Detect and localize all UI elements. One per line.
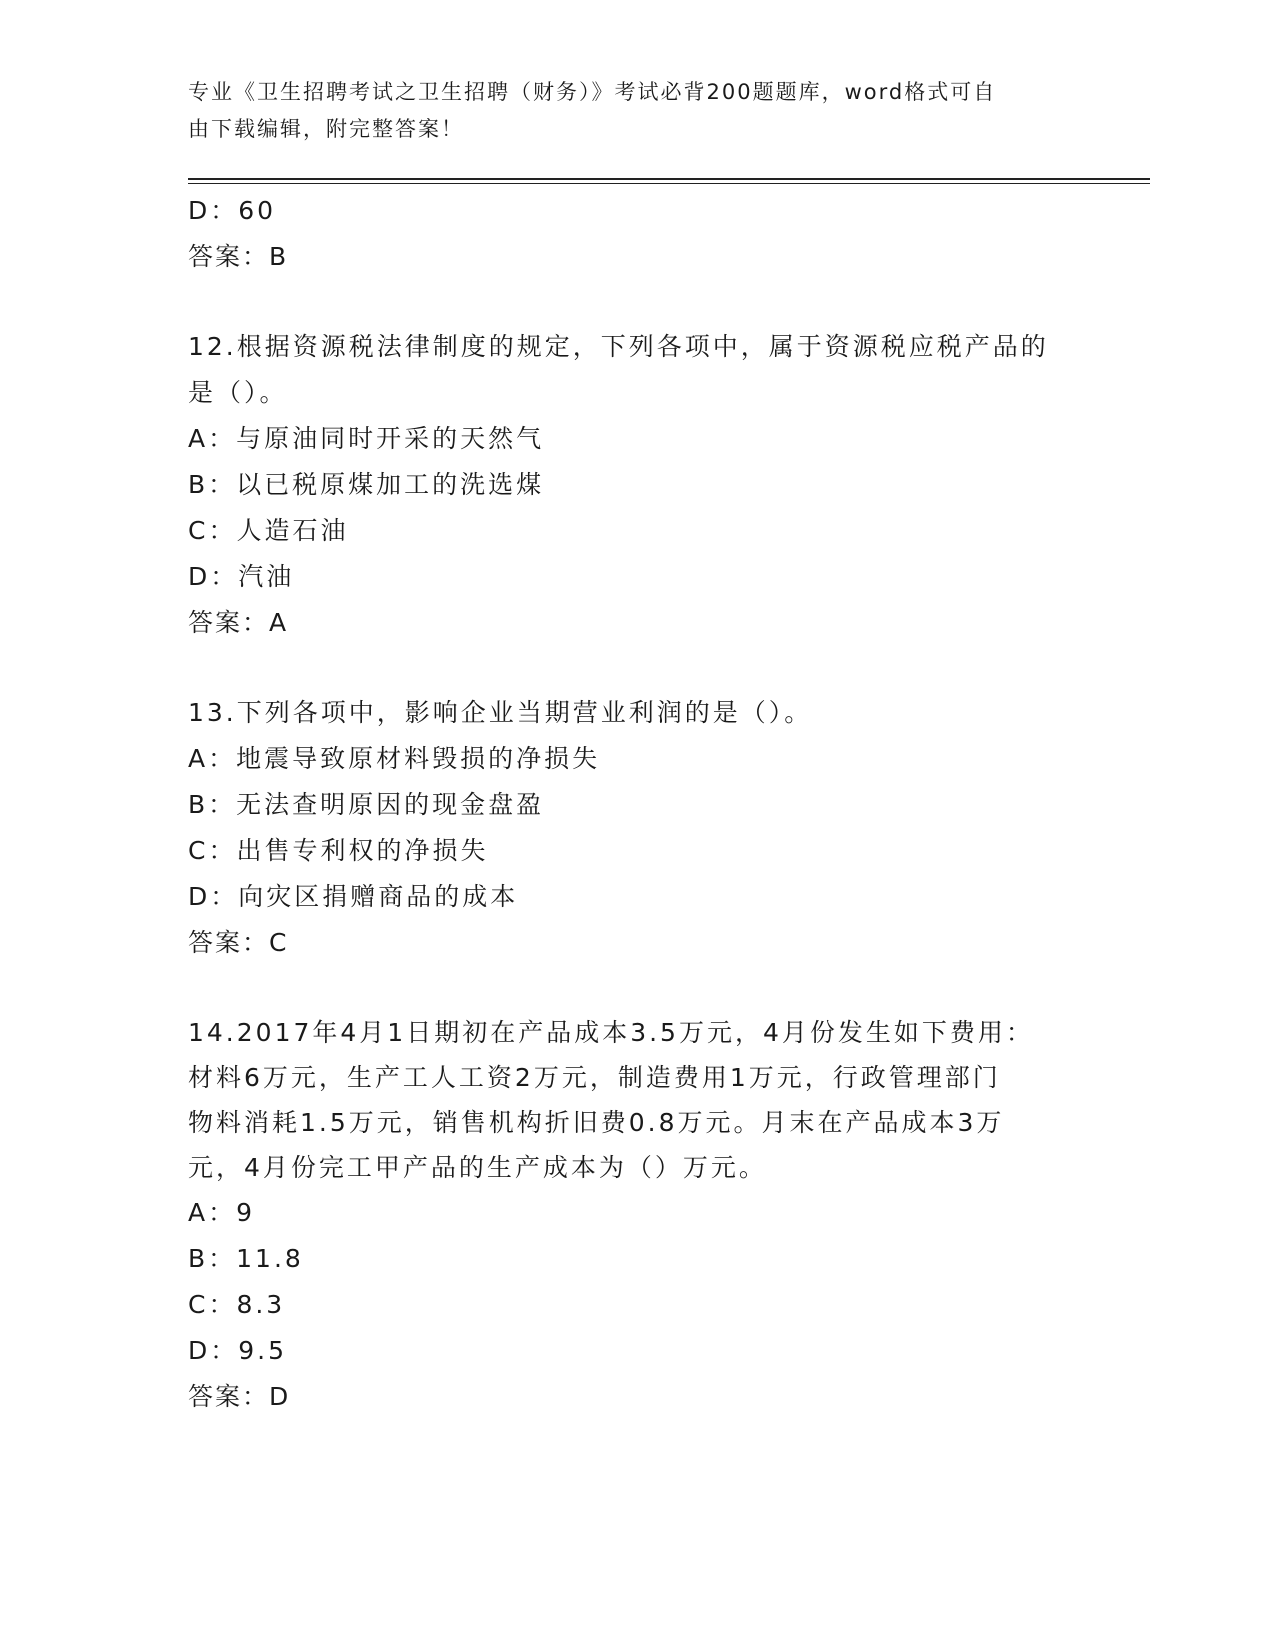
option-b: B：无法查明原因的现金盘盈 (188, 790, 545, 819)
option-d: D：汽油 (188, 562, 295, 591)
option-b: B：以已税原煤加工的洗选煤 (188, 470, 545, 499)
stem-line: 材料6万元，生产工人工资2万元，制造费用1万元，行政管理部门 (188, 1063, 1001, 1092)
stem-line: 13.下列各项中，影响企业当期营业利润的是（）。 (188, 698, 813, 727)
header-divider-thick (188, 178, 1150, 180)
question-13 (188, 690, 1088, 966)
carry-over-option-d: D：60 (188, 196, 277, 225)
answer: 答案：C (188, 928, 289, 957)
option-d: D：向灾区捐赠商品的成本 (188, 882, 519, 911)
answer: 答案：D (188, 1382, 291, 1411)
option-d: D：9.5 (188, 1336, 288, 1365)
header-line-1: 专业《卫生招聘考试之卫生招聘（财务）》考试必背200题题库，word格式可自 (188, 80, 997, 104)
option-c: C：人造石油 (188, 516, 349, 545)
option-a: A：地震导致原材料毁损的净损失 (188, 744, 601, 773)
document-header (188, 74, 1088, 148)
option-c: C：出售专利权的净损失 (188, 836, 489, 865)
stem-line: 12.根据资源税法律制度的规定，下列各项中，属于资源税应税产品的 (188, 332, 1049, 361)
question-content (188, 188, 1088, 1420)
answer: 答案：A (188, 608, 289, 637)
spacer (188, 966, 1088, 1010)
option-a: A：与原油同时开采的天然气 (188, 424, 545, 453)
stem-line: 是（）。 (188, 378, 288, 407)
header-divider-thin (188, 183, 1150, 184)
question-12 (188, 324, 1088, 646)
stem-line: 物料消耗1.5万元，销售机构折旧费0.8万元。月末在产品成本3万 (188, 1108, 1005, 1137)
stem-line: 14.2017年4月1日期初在产品成本3.5万元，4月份发生如下费用： (188, 1018, 1034, 1047)
option-a: A：9 (188, 1198, 256, 1227)
header-line-2: 由下载编辑，附完整答案！ (188, 117, 464, 141)
option-c: C：8.3 (188, 1290, 286, 1319)
question-stem (188, 324, 1088, 416)
question-stem (188, 1010, 1088, 1190)
spacer (188, 280, 1088, 324)
stem-line: 元，4月份完工甲产品的生产成本为（）万元。 (188, 1153, 767, 1182)
option-b: B：11.8 (188, 1244, 304, 1273)
carry-over-answer: 答案：B (188, 242, 289, 271)
spacer (188, 646, 1088, 690)
question-14 (188, 1010, 1088, 1420)
question-stem (188, 690, 1088, 736)
